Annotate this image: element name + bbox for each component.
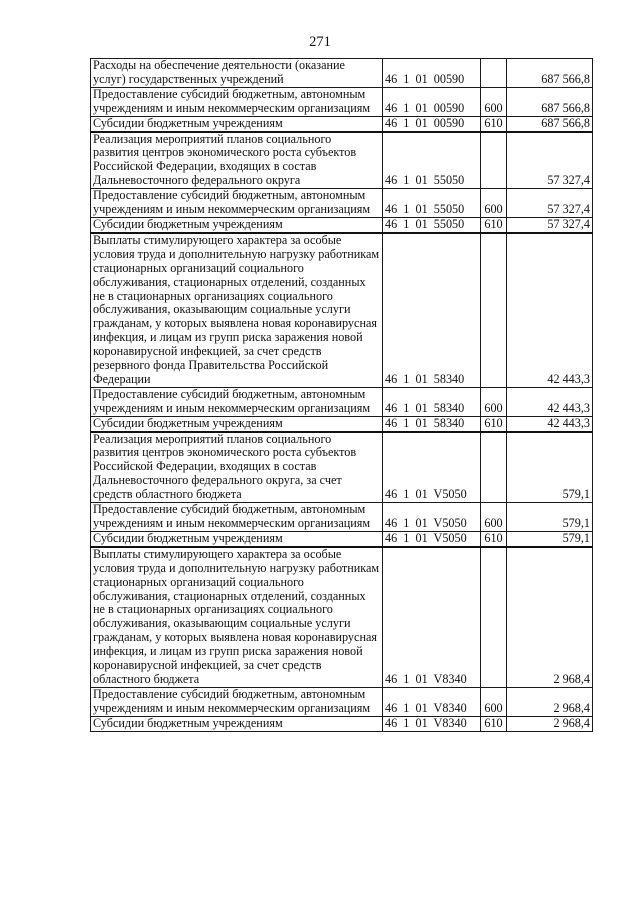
row-code: 46 1 01 V5050 xyxy=(383,503,481,532)
row-code: 46 1 01 00590 xyxy=(383,116,481,131)
row-vr xyxy=(481,59,507,88)
row-amount: 42 443,3 xyxy=(507,233,593,387)
row-code: 46 1 01 55050 xyxy=(383,217,481,232)
row-vr: 600 xyxy=(481,189,507,218)
row-vr xyxy=(481,233,507,387)
table-row xyxy=(91,189,593,218)
row-code: 46 1 01 V8340 xyxy=(383,547,481,688)
row-vr: 600 xyxy=(481,687,507,716)
row-amount: 579,1 xyxy=(507,432,593,503)
row-name: Субсидии бюджетным учреждениям xyxy=(91,217,383,232)
row-name: Предоставление субсидий бюджетным, автономным учреждениям и иным некоммерческим организациям xyxy=(91,387,383,416)
row-name: Субсидии бюджетным учреждениям xyxy=(91,716,383,731)
row-vr: 610 xyxy=(481,531,507,546)
row-vr: 600 xyxy=(481,387,507,416)
table-row xyxy=(91,503,593,532)
table-row xyxy=(91,716,593,731)
row-code: 46 1 01 V8340 xyxy=(383,687,481,716)
row-name: Расходы на обеспечение деятельности (оказание услуг) государственных учреждений xyxy=(91,59,383,88)
table-row xyxy=(91,547,593,688)
row-name: Субсидии бюджетным учреждениям xyxy=(91,416,383,431)
row-name: Реализация мероприятий планов социального развития центров экономического роста субъектов Российской Федерации, входящих в состав Дальневосточного федерального округа xyxy=(91,132,383,189)
row-amount: 2 968,4 xyxy=(507,547,593,688)
row-vr: 600 xyxy=(481,503,507,532)
row-vr: 610 xyxy=(481,416,507,431)
row-code: 46 1 01 58340 xyxy=(383,416,481,431)
row-name: Предоставление субсидий бюджетным, автономным учреждениям и иным некоммерческим организациям xyxy=(91,687,383,716)
table-row xyxy=(91,233,593,387)
table-row xyxy=(91,387,593,416)
row-vr xyxy=(481,432,507,503)
row-name: Выплаты стимулирующего характера за особые условия труда и дополнительную нагрузку работникам стационарных организаций социального обслуживания, стационарных отделений, созданных не в стационарных организациях социального обслуживания, оказывающим социальные услуги гражданам, у которых выявлена новая коронавирусная инфекция, и лицам из групп риска заражения новой коронавирусной инфекцией, за счет средств резервного фонда Правительства Российской Федерации xyxy=(91,233,383,387)
page-number: 271 xyxy=(309,34,331,50)
table-row xyxy=(91,416,593,431)
row-name: Субсидии бюджетным учреждениям xyxy=(91,116,383,131)
row-code: 46 1 01 00590 xyxy=(383,59,481,88)
table-row xyxy=(91,132,593,189)
row-amount: 687 566,8 xyxy=(507,116,593,131)
row-amount: 2 968,4 xyxy=(507,687,593,716)
row-vr: 610 xyxy=(481,116,507,131)
row-name: Субсидии бюджетным учреждениям xyxy=(91,531,383,546)
row-code: 46 1 01 55050 xyxy=(383,132,481,189)
row-amount: 57 327,4 xyxy=(507,132,593,189)
table-row xyxy=(91,687,593,716)
row-vr: 610 xyxy=(481,716,507,731)
row-code: 46 1 01 55050 xyxy=(383,189,481,218)
row-amount: 42 443,3 xyxy=(507,416,593,431)
budget-table xyxy=(90,58,593,732)
table-row xyxy=(91,217,593,232)
row-name: Предоставление субсидий бюджетным, автономным учреждениям и иным некоммерческим организациям xyxy=(91,189,383,218)
row-amount: 687 566,8 xyxy=(507,59,593,88)
row-code: 46 1 01 V5050 xyxy=(383,432,481,503)
row-amount: 57 327,4 xyxy=(507,189,593,218)
table-row xyxy=(91,531,593,546)
row-vr xyxy=(481,547,507,688)
table-row xyxy=(91,87,593,116)
row-amount: 687 566,8 xyxy=(507,87,593,116)
row-amount: 2 968,4 xyxy=(507,716,593,731)
row-name: Предоставление субсидий бюджетным, автономным учреждениям и иным некоммерческим организациям xyxy=(91,503,383,532)
table-row xyxy=(91,116,593,131)
row-code: 46 1 01 58340 xyxy=(383,233,481,387)
table-row xyxy=(91,59,593,88)
row-amount: 42 443,3 xyxy=(507,387,593,416)
row-name: Реализация мероприятий планов социального развития центров экономического роста субъектов Российской Федерации, входящих в состав Дальневосточного федерального округа, за счет средств областного бюджета xyxy=(91,432,383,503)
row-vr: 600 xyxy=(481,87,507,116)
row-code: 46 1 01 58340 xyxy=(383,387,481,416)
row-amount: 57 327,4 xyxy=(507,217,593,232)
row-name: Выплаты стимулирующего характера за особые условия труда и дополнительную нагрузку работникам стационарных организаций социального обслуживания, стационарных отделений, созданных не в стационарных организациях социального обслуживания, оказывающим социальные услуги гражданам, у которых выявлена новая коронавирусная инфекция, и лицам из групп риска заражения новой коронавирусной инфекцией, за счет средств областного бюджета xyxy=(91,547,383,688)
row-code: 46 1 01 V5050 xyxy=(383,531,481,546)
row-vr xyxy=(481,132,507,189)
table-row xyxy=(91,432,593,503)
row-code: 46 1 01 V8340 xyxy=(383,716,481,731)
row-name: Предоставление субсидий бюджетным, автономным учреждениям и иным некоммерческим организациям xyxy=(91,87,383,116)
row-code: 46 1 01 00590 xyxy=(383,87,481,116)
row-amount: 579,1 xyxy=(507,531,593,546)
row-vr: 610 xyxy=(481,217,507,232)
row-amount: 579,1 xyxy=(507,503,593,532)
